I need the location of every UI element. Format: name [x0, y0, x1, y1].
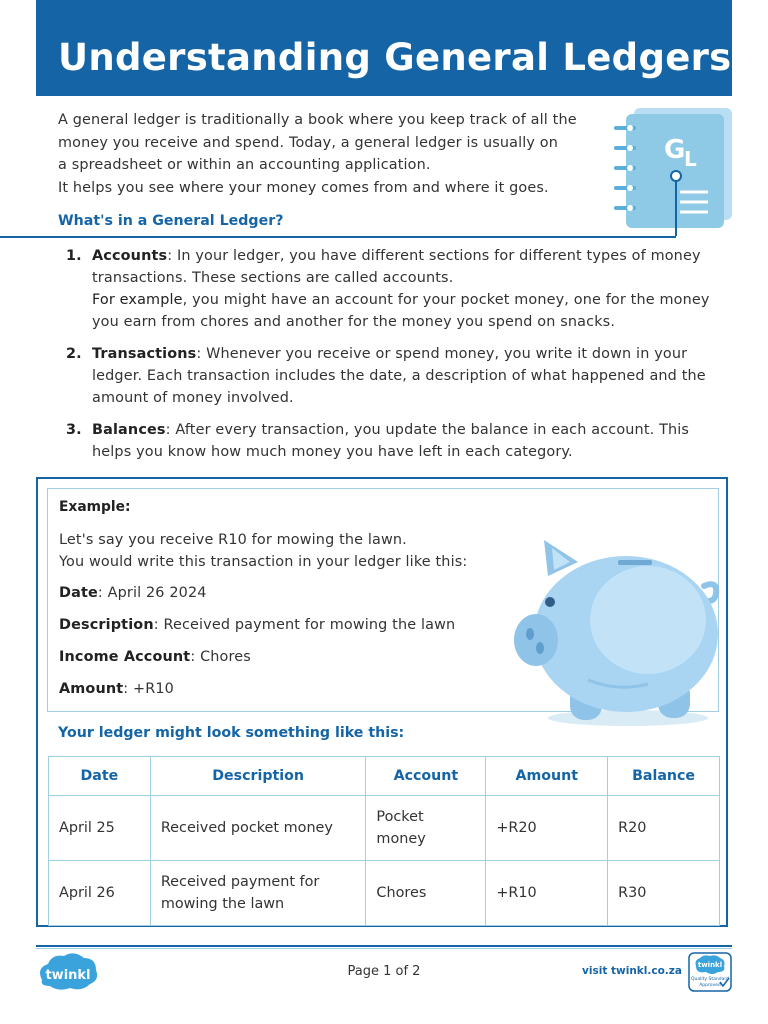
column-header: Account — [366, 757, 486, 796]
description-value: : Received payment for mowing the lawn — [153, 617, 456, 633]
gl-notebook-icon — [612, 100, 738, 240]
table-row — [49, 796, 720, 861]
column-header: Amount — [486, 757, 608, 796]
badge-line: Approved — [699, 983, 721, 988]
list-text: : Whenever you receive or spend money, you write it down in your ledger. Each transaction includes the date, a description of what happened and the amount of money involved. — [92, 346, 706, 406]
ledger-heading: Your ledger might look something like this: — [58, 725, 405, 741]
table-header-row — [49, 757, 720, 796]
icon-connector — [662, 236, 676, 238]
table-cell: +R10 — [486, 861, 608, 926]
list-text: : After every transaction, you update the balance in each account. This helps you know how much money you have left in each category. — [92, 422, 690, 460]
example-intro — [59, 529, 519, 573]
table-cell: April 25 — [49, 796, 151, 861]
list-term: Balances — [92, 422, 166, 438]
page-number: Page 1 of 2 — [347, 964, 421, 979]
intro-line: money you receive and spend. Today, a general ledger is usually on — [58, 134, 559, 151]
list-term: Accounts — [92, 248, 168, 264]
example-date — [59, 585, 207, 601]
footer-rule-thin — [36, 948, 732, 949]
title-banner — [36, 0, 732, 96]
amount-label: Amount — [59, 681, 124, 697]
example-amount — [59, 681, 174, 697]
example-term: For example — [92, 292, 183, 308]
table-cell: Received payment for mowing the lawn — [150, 861, 366, 926]
list-term: Transactions — [92, 346, 197, 362]
table-cell: Pocket money — [366, 796, 486, 861]
list-text: : In your ledger, you have different sections for different types of money transactions. These sections are called accounts. — [92, 248, 701, 286]
column-header: Description — [150, 757, 366, 796]
column-header: Date — [49, 757, 151, 796]
list-number: 3. — [66, 422, 82, 438]
column-header: Balance — [608, 757, 720, 796]
intro-paragraph — [58, 109, 618, 199]
list-text: , you might have an account for your pocket money, one for the money you earn from chores and another for the money you spend on snacks. — [92, 292, 710, 330]
table-cell: R30 — [608, 861, 720, 926]
svg-text:L: L — [684, 147, 697, 171]
table-cell: Chores — [366, 861, 486, 926]
example-label: Example: — [59, 499, 131, 515]
amount-value: : +R10 — [123, 681, 174, 697]
date-value: : April 26 2024 — [97, 585, 207, 601]
badge-line: Quality Standard — [691, 977, 729, 982]
footer-rule — [36, 945, 732, 947]
quality-badge-icon — [688, 952, 732, 992]
description-label: Description — [59, 617, 154, 633]
intro-line: a spreadsheet or within an accounting application. — [58, 157, 431, 173]
date-label: Date — [59, 585, 98, 601]
list-item — [66, 419, 726, 463]
table-cell: +R20 — [486, 796, 608, 861]
ledger-parts-list — [66, 245, 726, 473]
list-item — [66, 343, 726, 409]
piggy-bank-image — [508, 530, 724, 730]
list-number: 2. — [66, 346, 82, 362]
table-cell: April 26 — [49, 861, 151, 926]
example-line: Let's say you receive R10 for mowing the lawn. — [59, 532, 407, 548]
table-cell: Received pocket money — [150, 796, 366, 861]
intro-line: It helps you see where your money comes from and where it goes. — [58, 179, 549, 196]
example-account — [59, 649, 251, 665]
example-description — [59, 617, 455, 633]
page-title: Understanding General Ledgers — [58, 36, 732, 79]
list-number: 1. — [66, 248, 82, 264]
intro-line: A general ledger is traditionally a book where you keep track of all the — [58, 112, 577, 128]
table-row — [49, 861, 720, 926]
heading-rule — [0, 236, 662, 238]
table-cell: R20 — [608, 796, 720, 861]
example-line: You would write this transaction in your ledger like this: — [59, 554, 468, 570]
account-label: Income Account — [59, 649, 191, 665]
ledger-table — [48, 756, 720, 926]
visit-link[interactable]: visit twinkl.co.za — [582, 965, 682, 977]
badge-brand: twinkl — [697, 961, 723, 969]
gl-letters: G — [664, 135, 686, 165]
account-value: : Chores — [190, 649, 251, 665]
logo-text: twinkl — [45, 968, 91, 983]
list-item — [66, 245, 726, 333]
section-heading: What's in a General Ledger? — [58, 213, 284, 229]
